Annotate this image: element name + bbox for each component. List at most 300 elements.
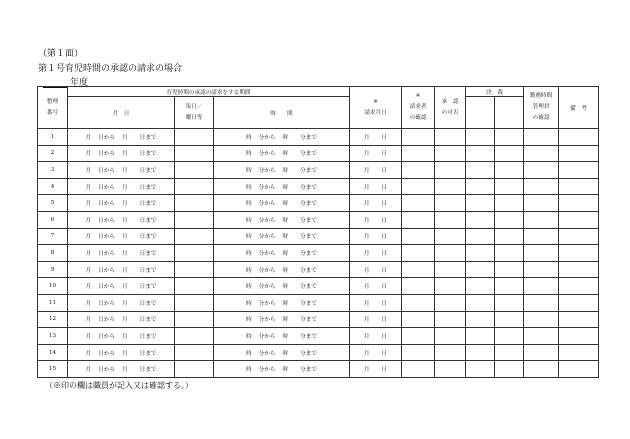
row-min_until: 分まで — [300, 284, 317, 291]
row-month1: 月 — [85, 367, 92, 374]
row-day_until: 日まで — [139, 300, 157, 307]
row-number: 3 — [50, 166, 55, 173]
row-decision-2[interactable] — [495, 328, 524, 345]
row-decision-2[interactable] — [495, 311, 524, 328]
row-day_until: 日まで — [139, 234, 157, 241]
row-request-date[interactable] — [350, 361, 402, 378]
row-req_month: 月 — [363, 367, 370, 374]
row-number: 15 — [48, 366, 57, 373]
row-decision-1[interactable] — [466, 294, 495, 311]
row-min_until: 分まで — [300, 134, 317, 141]
row-approval[interactable] — [435, 261, 466, 278]
row-month1: 月 — [85, 201, 92, 208]
row-month-day[interactable] — [68, 145, 175, 162]
row-min_until: 分まで — [300, 201, 317, 208]
row-hour1: 時 — [246, 300, 252, 307]
table-row — [38, 328, 599, 345]
row-request-date[interactable] — [350, 145, 402, 162]
form-title: 第１号育児時間の承認の請求の場合 — [38, 64, 183, 74]
row-req_day: 日 — [381, 250, 388, 257]
row-remarks[interactable] — [559, 195, 599, 212]
row-attendance-check[interactable] — [524, 294, 559, 311]
table-row — [38, 145, 599, 162]
row-req_month: 月 — [363, 134, 370, 141]
row-daily[interactable] — [175, 245, 214, 262]
table-row — [38, 178, 599, 195]
row-time[interactable] — [214, 129, 350, 146]
row-month1: 月 — [85, 134, 92, 141]
row-remarks[interactable] — [559, 344, 599, 361]
row-req_month: 月 — [363, 267, 370, 274]
row-min_until: 分まで — [300, 167, 317, 174]
row-serial — [38, 129, 68, 146]
row-month-day[interactable] — [68, 311, 175, 328]
row-min_from: 分から — [258, 317, 276, 324]
row-day_from: 日から — [98, 284, 115, 291]
row-approval[interactable] — [435, 344, 466, 361]
row-serial — [38, 145, 68, 162]
row-day_from: 日から — [98, 250, 115, 257]
row-min_from: 分から — [258, 284, 276, 291]
row-requester-check[interactable] — [402, 361, 435, 378]
header-approval: 承 認 の可否 — [435, 87, 466, 129]
row-daily[interactable] — [175, 228, 214, 245]
row-time[interactable] — [214, 261, 350, 278]
row-time[interactable] — [214, 195, 350, 212]
row-min_until: 分まで — [300, 217, 317, 224]
row-day_until: 日まで — [139, 134, 157, 141]
row-min_from: 分から — [258, 134, 276, 141]
row-time[interactable] — [214, 344, 350, 361]
row-req_day: 日 — [381, 151, 388, 158]
row-decision-2[interactable] — [495, 261, 524, 278]
row-remarks[interactable] — [559, 361, 599, 378]
row-remarks[interactable] — [559, 261, 599, 278]
row-decision-2[interactable] — [495, 211, 524, 228]
row-decision-1[interactable] — [466, 361, 495, 378]
row-time[interactable] — [214, 278, 350, 295]
row-attendance-check[interactable] — [524, 311, 559, 328]
row-request-date[interactable] — [350, 162, 402, 179]
row-approval[interactable] — [435, 294, 466, 311]
row-daily[interactable] — [175, 261, 214, 278]
row-decision-2[interactable] — [495, 278, 524, 295]
row-day_until: 日まで — [139, 217, 157, 224]
row-attendance-check[interactable] — [524, 195, 559, 212]
row-hour1: 時 — [246, 333, 252, 340]
row-daily[interactable] — [175, 211, 214, 228]
row-hour2: 時 — [282, 234, 289, 241]
row-attendance-check[interactable] — [524, 361, 559, 378]
row-time[interactable] — [214, 178, 350, 195]
row-min_from: 分から — [258, 250, 276, 257]
row-day_from: 日から — [98, 267, 115, 274]
row-requester-check[interactable] — [402, 195, 435, 212]
header-month-day: 月 日 — [68, 97, 175, 129]
row-hour2: 時 — [282, 284, 289, 291]
row-req_day: 日 — [381, 167, 388, 174]
row-month-day[interactable] — [68, 228, 175, 245]
row-month-day[interactable] — [68, 344, 175, 361]
row-req_month: 月 — [363, 234, 370, 241]
row-hour2: 時 — [282, 300, 289, 307]
row-time[interactable] — [214, 311, 350, 328]
row-attendance-check[interactable] — [524, 145, 559, 162]
row-requester-check[interactable] — [402, 211, 435, 228]
row-daily[interactable] — [175, 294, 214, 311]
row-daily[interactable] — [175, 178, 214, 195]
row-month-day[interactable] — [68, 328, 175, 345]
row-requester-check[interactable] — [402, 129, 435, 146]
row-approval[interactable] — [435, 311, 466, 328]
row-daily[interactable] — [175, 328, 214, 345]
row-decision-1[interactable] — [466, 328, 495, 345]
row-month-day[interactable] — [68, 294, 175, 311]
row-req_day: 日 — [381, 267, 388, 274]
row-attendance-check[interactable] — [524, 178, 559, 195]
row-hour1: 時 — [246, 350, 252, 357]
row-req_day: 日 — [381, 317, 388, 324]
row-min_from: 分から — [258, 167, 276, 174]
row-hour1: 時 — [246, 367, 252, 374]
row-day_until: 日まで — [139, 367, 157, 374]
row-decision-1[interactable] — [466, 129, 495, 146]
row-hour2: 時 — [282, 151, 289, 158]
row-hour2: 時 — [282, 333, 289, 340]
row-min_until: 分まで — [300, 333, 317, 340]
row-hour1: 時 — [246, 267, 252, 274]
row-remarks[interactable] — [559, 145, 599, 162]
row-time[interactable] — [214, 294, 350, 311]
row-requester-check[interactable] — [402, 294, 435, 311]
row-time[interactable] — [214, 162, 350, 179]
row-month2: 月 — [122, 333, 128, 340]
row-serial — [38, 328, 68, 345]
row-day_until: 日まで — [139, 267, 157, 274]
row-attendance-check[interactable] — [524, 261, 559, 278]
row-month-day[interactable] — [68, 162, 175, 179]
row-hour2: 時 — [282, 317, 289, 324]
row-req_day: 日 — [381, 217, 388, 224]
row-month2: 月 — [122, 350, 128, 357]
row-req_month: 月 — [363, 284, 370, 291]
row-remarks[interactable] — [559, 228, 599, 245]
row-month1: 月 — [85, 333, 92, 340]
row-request-date[interactable] — [350, 328, 402, 345]
row-requester-check[interactable] — [402, 178, 435, 195]
row-month-day[interactable] — [68, 245, 175, 262]
row-decision-2[interactable] — [495, 195, 524, 212]
row-min_until: 分まで — [300, 151, 317, 158]
row-serial — [38, 245, 68, 262]
row-month-day[interactable] — [68, 129, 175, 146]
row-hour2: 時 — [282, 367, 289, 374]
row-month-day[interactable] — [68, 278, 175, 295]
row-time[interactable] — [214, 228, 350, 245]
row-time[interactable] — [214, 245, 350, 262]
row-hour1: 時 — [246, 250, 252, 257]
header-attendance-check: 勤務時間 管理員 の確認 — [524, 87, 559, 129]
row-month-day[interactable] — [68, 195, 175, 212]
row-req_month: 月 — [363, 201, 370, 208]
row-month1: 月 — [85, 250, 92, 257]
row-day_until: 日まで — [139, 184, 157, 191]
row-serial — [38, 261, 68, 278]
row-req_month: 月 — [363, 151, 370, 158]
header-time: 時 間 — [214, 97, 350, 129]
row-decision-2[interactable] — [495, 178, 524, 195]
row-remarks[interactable] — [559, 178, 599, 195]
row-month2: 月 — [122, 234, 128, 241]
row-serial — [38, 361, 68, 378]
row-min_until: 分まで — [300, 184, 317, 191]
row-number: 14 — [48, 349, 57, 356]
row-requester-check[interactable] — [402, 162, 435, 179]
row-decision-1[interactable] — [466, 195, 495, 212]
row-decision-2[interactable] — [495, 245, 524, 262]
row-request-date[interactable] — [350, 178, 402, 195]
row-req_day: 日 — [381, 333, 388, 340]
row-time[interactable] — [214, 361, 350, 378]
row-decision-1[interactable] — [466, 228, 495, 245]
row-number: 6 — [50, 216, 55, 223]
row-day_until: 日まで — [139, 167, 157, 174]
row-attendance-check[interactable] — [524, 344, 559, 361]
row-remarks[interactable] — [559, 294, 599, 311]
row-daily[interactable] — [175, 311, 214, 328]
row-request-date[interactable] — [350, 129, 402, 146]
row-req_day: 日 — [381, 201, 388, 208]
row-hour1: 時 — [246, 217, 252, 224]
row-hour2: 時 — [282, 350, 289, 357]
row-requester-check[interactable] — [402, 245, 435, 262]
row-remarks[interactable] — [559, 162, 599, 179]
row-hour1: 時 — [246, 234, 252, 241]
row-remarks[interactable] — [559, 278, 599, 295]
row-attendance-check[interactable] — [524, 129, 559, 146]
row-month2: 月 — [122, 151, 128, 158]
row-min_from: 分から — [258, 234, 276, 241]
row-hour1: 時 — [246, 284, 252, 291]
row-month1: 月 — [85, 234, 92, 241]
row-min_until: 分まで — [300, 317, 317, 324]
row-decision-2[interactable] — [495, 145, 524, 162]
row-month-day[interactable] — [68, 211, 175, 228]
table-row — [38, 129, 599, 146]
row-number: 9 — [50, 266, 55, 273]
row-serial — [38, 344, 68, 361]
row-req_month: 月 — [363, 167, 370, 174]
row-requester-check[interactable] — [402, 228, 435, 245]
row-decision-2[interactable] — [495, 361, 524, 378]
table-row — [38, 278, 599, 295]
row-month2: 月 — [122, 201, 128, 208]
row-remarks[interactable] — [559, 245, 599, 262]
row-day_from: 日から — [98, 134, 115, 141]
row-day_from: 日から — [98, 151, 115, 158]
row-decision-2[interactable] — [495, 344, 524, 361]
row-day_from: 日から — [98, 167, 115, 174]
row-remarks[interactable] — [559, 129, 599, 146]
row-number: 1 — [50, 133, 55, 140]
row-attendance-check[interactable] — [524, 228, 559, 245]
row-min_from: 分から — [258, 217, 276, 224]
row-attendance-check[interactable] — [524, 162, 559, 179]
table-row — [38, 228, 599, 245]
row-approval[interactable] — [435, 178, 466, 195]
row-requester-check[interactable] — [402, 261, 435, 278]
row-hour1: 時 — [246, 167, 252, 174]
row-requester-check[interactable] — [402, 311, 435, 328]
row-number: 12 — [48, 316, 57, 323]
row-hour2: 時 — [282, 201, 289, 208]
row-decision-2[interactable] — [495, 129, 524, 146]
row-request-date[interactable] — [350, 294, 402, 311]
row-decision-2[interactable] — [495, 162, 524, 179]
row-decision-1[interactable] — [466, 178, 495, 195]
row-req_month: 月 — [363, 317, 370, 324]
row-attendance-check[interactable] — [524, 245, 559, 262]
row-month2: 月 — [122, 184, 128, 191]
row-hour2: 時 — [282, 184, 289, 191]
row-day_until: 日まで — [139, 151, 157, 158]
row-month1: 月 — [85, 267, 92, 274]
row-approval[interactable] — [435, 162, 466, 179]
row-day_until: 日まで — [139, 250, 157, 257]
row-decision-1[interactable] — [466, 311, 495, 328]
row-min_from: 分から — [258, 201, 276, 208]
row-req_month: 月 — [363, 250, 370, 257]
row-request-date[interactable] — [350, 245, 402, 262]
row-approval[interactable] — [435, 145, 466, 162]
row-daily[interactable] — [175, 278, 214, 295]
row-request-date[interactable] — [350, 344, 402, 361]
table-row — [38, 311, 599, 328]
row-month1: 月 — [85, 284, 92, 291]
table-row — [38, 162, 599, 179]
row-requester-check[interactable] — [402, 344, 435, 361]
row-day_from: 日から — [98, 234, 115, 241]
row-remarks[interactable] — [559, 311, 599, 328]
row-decision-1[interactable] — [466, 162, 495, 179]
row-hour2: 時 — [282, 134, 289, 141]
row-min_until: 分まで — [300, 367, 317, 374]
row-req_day: 日 — [381, 350, 388, 357]
row-request-date[interactable] — [350, 228, 402, 245]
row-approval[interactable] — [435, 195, 466, 212]
row-number: 2 — [50, 150, 55, 157]
header-request-date: ※ 請求月日 — [350, 87, 402, 129]
row-month-day[interactable] — [68, 178, 175, 195]
row-decision-1[interactable] — [466, 278, 495, 295]
row-month2: 月 — [122, 250, 128, 257]
row-remarks[interactable] — [559, 211, 599, 228]
year-label: 年度 — [70, 78, 89, 88]
row-approval[interactable] — [435, 211, 466, 228]
row-daily[interactable] — [175, 145, 214, 162]
row-approval[interactable] — [435, 228, 466, 245]
row-month1: 月 — [85, 184, 92, 191]
row-requester-check[interactable] — [402, 328, 435, 345]
decision-box-1 — [466, 97, 495, 129]
row-time[interactable] — [214, 328, 350, 345]
row-min_from: 分から — [258, 367, 276, 374]
row-hour1: 時 — [246, 317, 252, 324]
row-daily[interactable] — [175, 361, 214, 378]
row-decision-1[interactable] — [466, 261, 495, 278]
table-row — [38, 245, 599, 262]
row-min_from: 分から — [258, 333, 276, 340]
row-req_month: 月 — [363, 300, 370, 307]
row-hour1: 時 — [246, 134, 252, 141]
row-min_from: 分から — [258, 184, 276, 191]
row-request-date[interactable] — [350, 261, 402, 278]
row-serial — [38, 195, 68, 212]
row-time[interactable] — [214, 145, 350, 162]
row-month-day[interactable] — [68, 361, 175, 378]
row-remarks[interactable] — [559, 328, 599, 345]
row-request-date[interactable] — [350, 278, 402, 295]
row-approval[interactable] — [435, 361, 466, 378]
row-attendance-check[interactable] — [524, 278, 559, 295]
row-approval[interactable] — [435, 245, 466, 262]
row-request-date[interactable] — [350, 211, 402, 228]
row-day_from: 日から — [98, 300, 115, 307]
page-label: （第１面） — [38, 49, 84, 59]
row-req_month: 月 — [363, 350, 370, 357]
table-row — [38, 195, 599, 212]
row-approval[interactable] — [435, 129, 466, 146]
row-serial — [38, 178, 68, 195]
row-decision-1[interactable] — [466, 245, 495, 262]
row-number: 7 — [50, 233, 55, 240]
row-decision-2[interactable] — [495, 228, 524, 245]
table-body — [38, 129, 599, 378]
row-request-date[interactable] — [350, 311, 402, 328]
row-min_from: 分から — [258, 267, 276, 274]
row-req_day: 日 — [381, 134, 388, 141]
row-requester-check[interactable] — [402, 278, 435, 295]
row-requester-check[interactable] — [402, 145, 435, 162]
row-attendance-check[interactable] — [524, 328, 559, 345]
row-time[interactable] — [214, 211, 350, 228]
row-request-date[interactable] — [350, 195, 402, 212]
row-month2: 月 — [122, 317, 128, 324]
row-month-day[interactable] — [68, 261, 175, 278]
row-number: 13 — [48, 332, 57, 339]
row-approval[interactable] — [435, 328, 466, 345]
row-approval[interactable] — [435, 278, 466, 295]
row-month2: 月 — [122, 300, 128, 307]
row-daily[interactable] — [175, 344, 214, 361]
row-decision-1[interactable] — [466, 211, 495, 228]
row-min_until: 分まで — [300, 234, 317, 241]
row-decision-2[interactable] — [495, 294, 524, 311]
row-req_day: 日 — [381, 234, 388, 241]
row-daily[interactable] — [175, 162, 214, 179]
row-attendance-check[interactable] — [524, 211, 559, 228]
row-day_until: 日まで — [139, 201, 157, 208]
row-decision-1[interactable] — [466, 344, 495, 361]
request-table — [37, 86, 599, 378]
row-daily[interactable] — [175, 195, 214, 212]
row-daily[interactable] — [175, 129, 214, 146]
row-month2: 月 — [122, 134, 128, 141]
row-month1: 月 — [85, 350, 92, 357]
row-decision-1[interactable] — [466, 145, 495, 162]
row-min_until: 分まで — [300, 250, 317, 257]
row-day_from: 日から — [98, 184, 115, 191]
